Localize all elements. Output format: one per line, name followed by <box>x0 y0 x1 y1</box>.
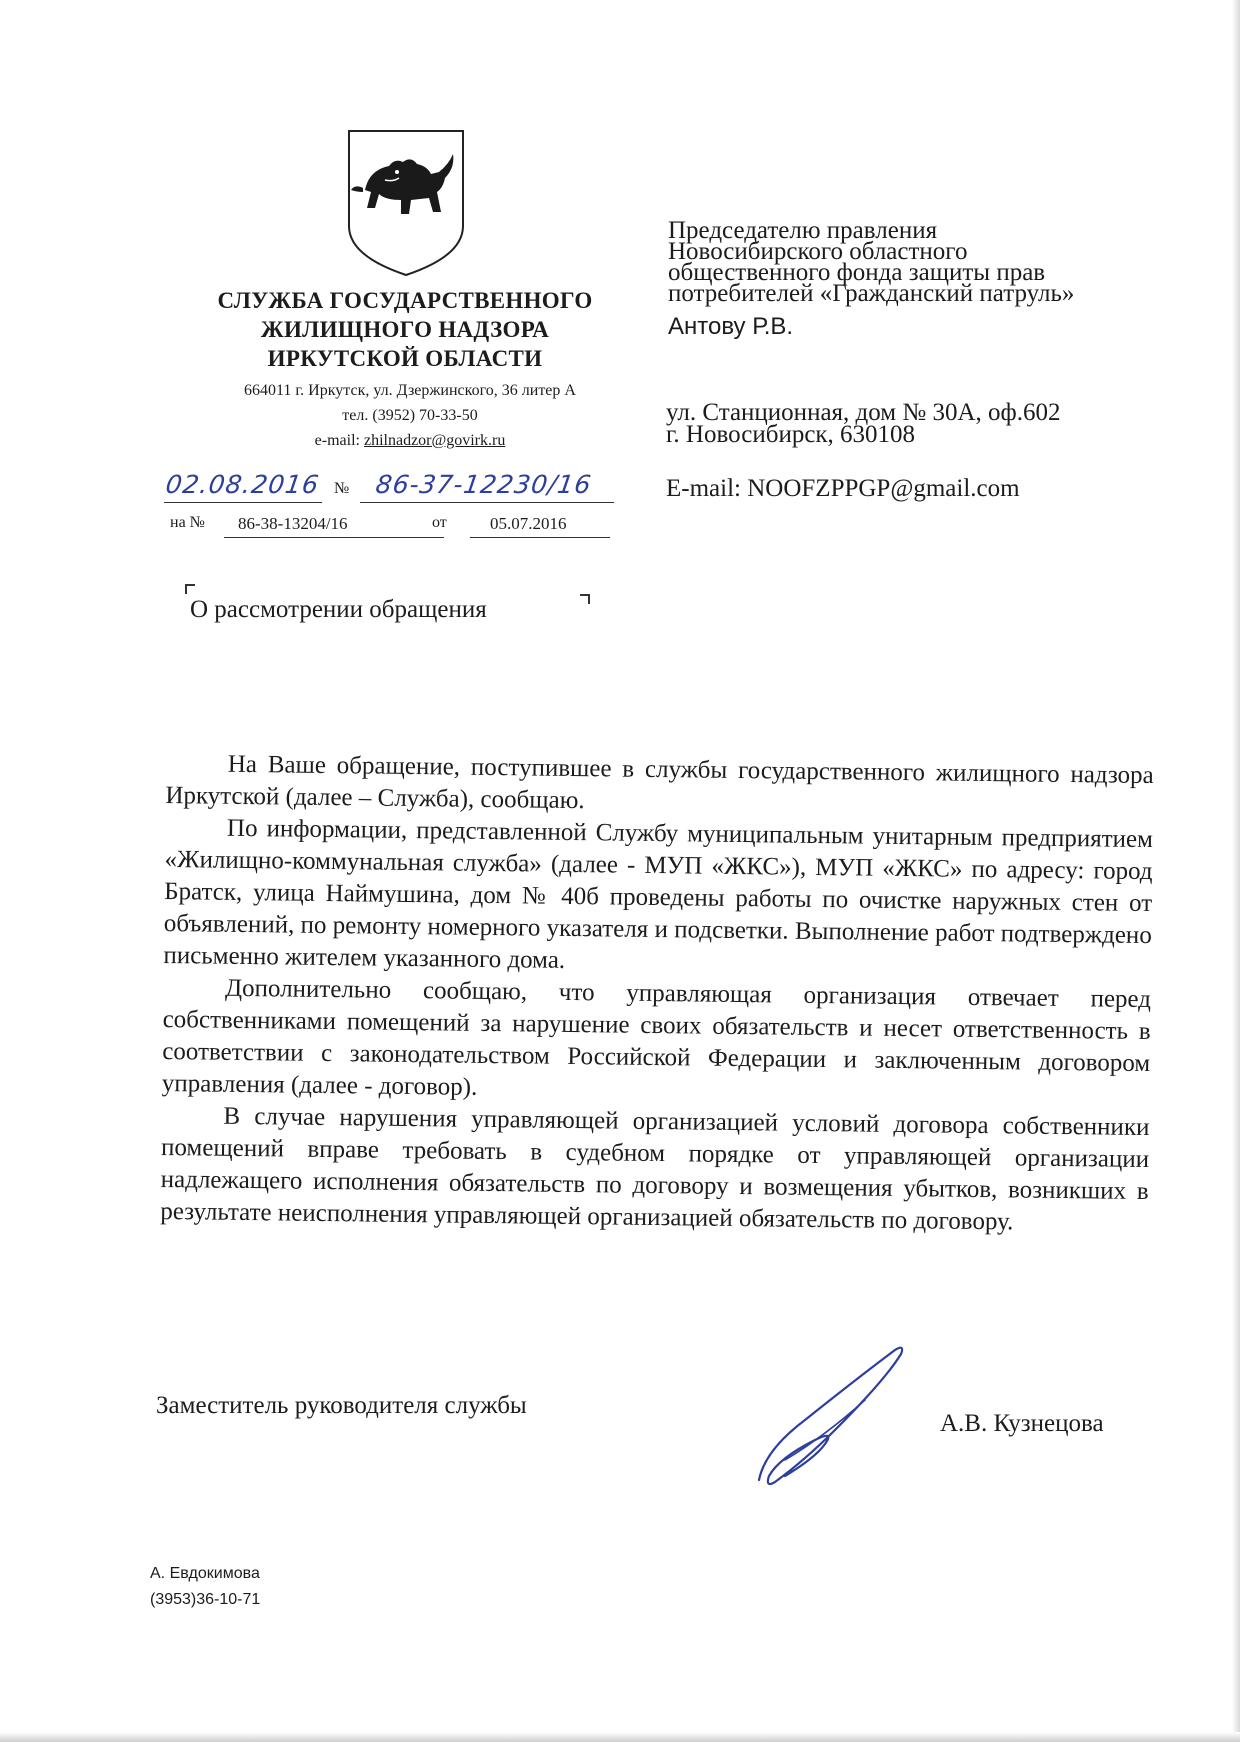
sender-contacts <box>170 378 650 453</box>
divider <box>164 502 322 503</box>
sender-email-line <box>170 428 650 453</box>
executor-info <box>150 1561 260 1613</box>
outgoing-number-label: № <box>334 480 350 497</box>
subject-bracket <box>580 594 590 604</box>
org-name-line: ЖИЛИЩНОГО НАДЗОРА <box>260 317 550 342</box>
outgoing-registration <box>164 468 614 508</box>
coat-of-arms-icon <box>345 128 467 278</box>
body-paragraph: По информации, представленной Службу муниципальным унитарным предприятием «Жилищно-коммунальная служба» (далее - МУП «ЖКС»), МУП «ЖКС» по адресу: город Братск, улица Наймушина, дом № 40б проведены работы по очистке наружных стен от объявлений, по ремонту номерного указателя и подсветки. Выполнение работ подтверждено письменно жителем указанного дома. <box>163 814 1154 974</box>
subject-bracket <box>185 584 195 594</box>
divider <box>224 537 444 538</box>
signatory-name: А.В. Кузнецова <box>940 1410 1104 1437</box>
executor-phone: (3953)36-10-71 <box>150 1591 261 1608</box>
sender-org-name <box>180 286 630 373</box>
recipient-address-line: ул. Станционная, дом № 30А, оф.602 <box>666 399 1061 426</box>
body-paragraph: Дополнительно сообщаю, что управляющая организация отвечает перед собственниками помещений за нарушение своих обязательств и несет ответственность в соответствии с законодательством Российской Федерации и заключенным договором управления (далее - договор). <box>161 974 1152 1101</box>
recipient-email: E-mail: NOOFZPPGP@gmail.com <box>666 475 1020 502</box>
scan-edge <box>1232 0 1240 1742</box>
letter-subject: О рассмотрении обращения <box>190 596 487 623</box>
reply-from-label: от <box>432 514 447 531</box>
outgoing-date: 02.08.2016 <box>163 470 322 499</box>
letter-body <box>160 748 1154 1240</box>
recipient-line: Новосибирского областного <box>668 238 968 265</box>
org-name-line: ИРКУТСКОЙ ОБЛАСТИ <box>267 346 543 371</box>
sender-phone: тел. (3952) 70-33-50 <box>342 407 478 424</box>
executor-name: А. Евдокимова <box>150 1565 260 1582</box>
divider <box>470 537 610 538</box>
recipient-name: Антову Р.В. <box>668 313 794 340</box>
scan-edge-bottom <box>0 1732 1240 1742</box>
reply-on-label: на № <box>170 514 205 531</box>
signatory-title: Заместитель руководителя службы <box>156 1392 527 1419</box>
reply-date: 05.07.2016 <box>490 514 567 533</box>
body-paragraph: В случае нарушения управляющей организацией условий договора собственники помещений вправе требовать в судебном порядке от управляющей организации надлежащего исполнения обязательств по договору и возмещения убытков, возникших в результате неисполнения управляющей организацией обязательств по договору. <box>160 1102 1150 1236</box>
sender-address: 664011 г. Иркутск, ул. Дзержинского, 36 литер А <box>244 382 576 399</box>
recipient-block <box>668 217 1188 340</box>
recipient-address <box>666 399 1186 448</box>
sender-email-label: e-mail: <box>314 432 360 449</box>
reply-number: 86-38-13204/16 <box>238 514 348 533</box>
body-paragraph: На Ваше обращение, поступившее в службы государственного жилищного надзора Иркутской (далее – Служба), сообщаю. <box>165 750 1154 815</box>
sender-email-link[interactable]: zhilnadzor@govirk.ru <box>363 432 506 449</box>
outgoing-number: 86-37-12230/16 <box>373 470 594 499</box>
reply-reference <box>170 510 620 544</box>
org-name-line: СЛУЖБА ГОСУДАРСТВЕННОГО <box>217 288 593 313</box>
divider <box>360 502 614 503</box>
recipient-line: общественного фонда защиты прав <box>668 259 1046 286</box>
handwritten-signature <box>745 1340 915 1490</box>
recipient-address-line: г. Новосибирск, 630108 <box>666 421 916 448</box>
recipient-line: Председателю правления <box>668 217 938 244</box>
recipient-line: потребителей «Гражданский патруль» <box>668 280 1075 307</box>
